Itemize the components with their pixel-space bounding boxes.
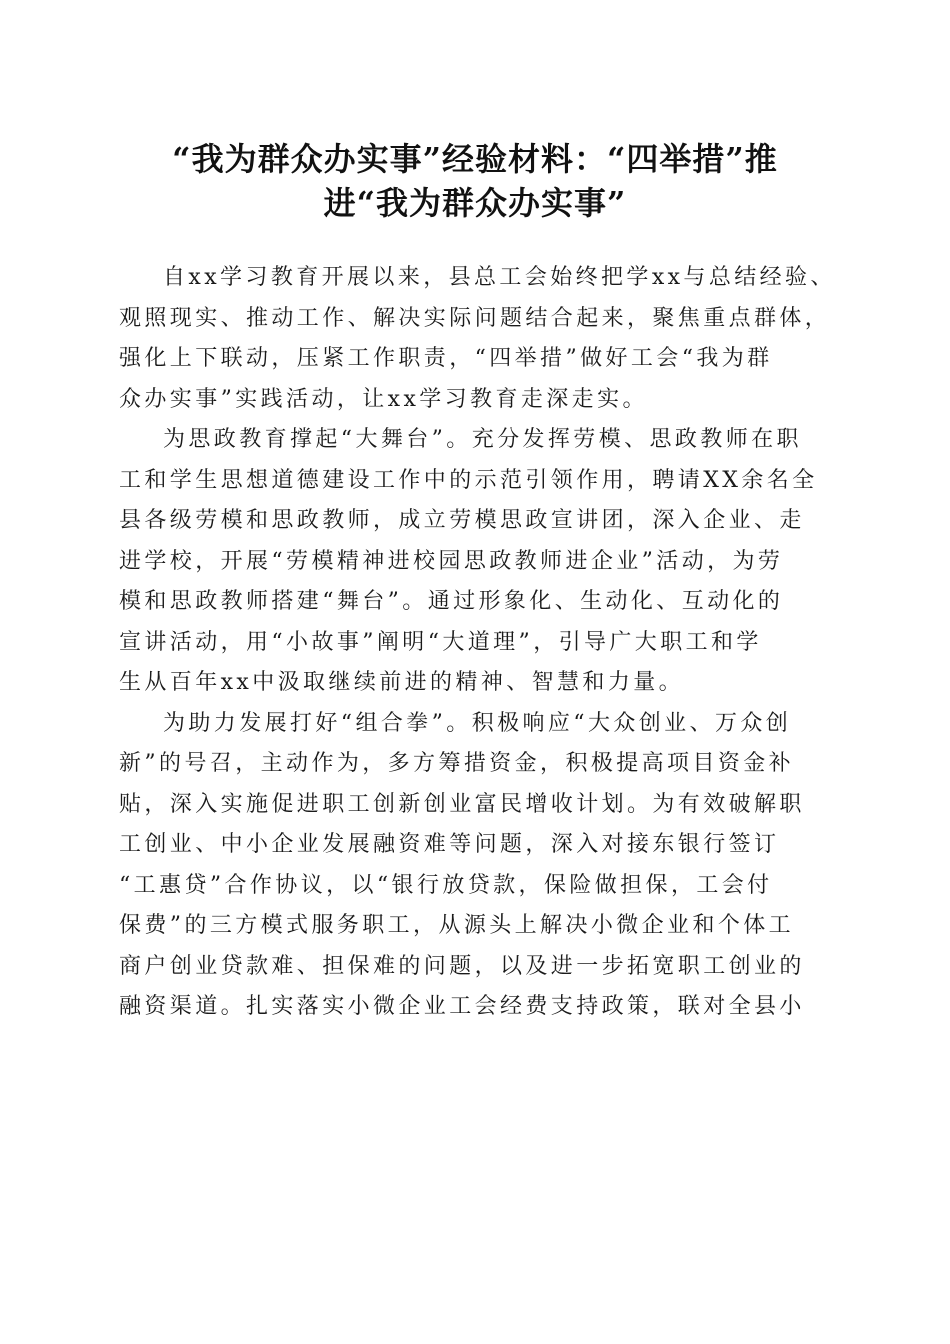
paragraph-line: 自xx学习教育开展以来，县总工会始终把学xx与总结经验、 — [163, 265, 836, 290]
paragraph-line: 工和学生思想道德建设工作中的示范引领作用，聘请XX余名全 — [119, 467, 818, 493]
paragraph-development-support — [119, 704, 831, 1028]
paragraph-line: 宣讲活动，用“小故事”阐明“大道理”，引导广大职工和学 — [119, 629, 762, 655]
title-line-2: 进“我为群众办实事” — [323, 184, 627, 222]
paragraph-line: 模和思政教师搭建“舞台”。通过形象化、生动化、互动化的 — [119, 589, 784, 614]
paragraph-line: 为思政教育撑起“大舞台”。充分发挥劳模、思政教师在职 — [163, 427, 802, 452]
paragraph-line: “工惠贷”合作协议，以“银行放贷款，保险做担保，工会付 — [119, 872, 773, 898]
paragraph-line: 众办实事”实践活动，让xx学习教育走深走实。 — [119, 386, 648, 412]
paragraph-intro — [119, 258, 836, 420]
paragraph-line: 为助力发展打好“组合拳”。积极响应“大众创业、万众创 — [163, 710, 792, 736]
paragraph-line: 贴，深入实施促进职工创新创业富民增收计划。为有效破解职 — [119, 791, 805, 817]
document-body — [119, 258, 836, 1028]
paragraph-line: 强化上下联动，压紧工作职责，“四举措”做好工会“我为群 — [119, 346, 773, 371]
paragraph-line: 工创业、中小企业发展融资难等问题，深入对接东银行签订 — [119, 832, 780, 857]
title-line-1: “我为群众办实事”经验材料：“四举措”推 — [172, 140, 778, 178]
paragraph-ideological-education — [119, 420, 831, 704]
paragraph-line: 保费”的三方模式服务职工，从源头上解决小微企业和个体工 — [119, 913, 795, 938]
paragraph-line: 新”的号召，主动作为，多方筹措资金，积极提高项目资金补 — [119, 751, 795, 776]
paragraph-line: 融资渠道。扎实落实小微企业工会经费支持政策，联对全县小 — [119, 994, 805, 1019]
paragraph-line: 进学校，开展“劳模精神进校园思政教师进企业”活动，为劳 — [119, 548, 784, 574]
paragraph-line: 商户创业贷款难、担保难的问题，以及进一步拓宽职工创业的 — [119, 953, 805, 979]
paragraph-line: 县各级劳模和思政教师，成立劳模思政宣讲团，深入企业、走 — [119, 508, 805, 533]
paragraph-line: 观照现实、推动工作、解决实际问题结合起来，聚焦重点群体， — [119, 305, 831, 331]
paragraph-line: 生从百年xx中汲取继续前进的精神、智慧和力量。 — [119, 670, 685, 695]
document-title — [110, 137, 840, 225]
